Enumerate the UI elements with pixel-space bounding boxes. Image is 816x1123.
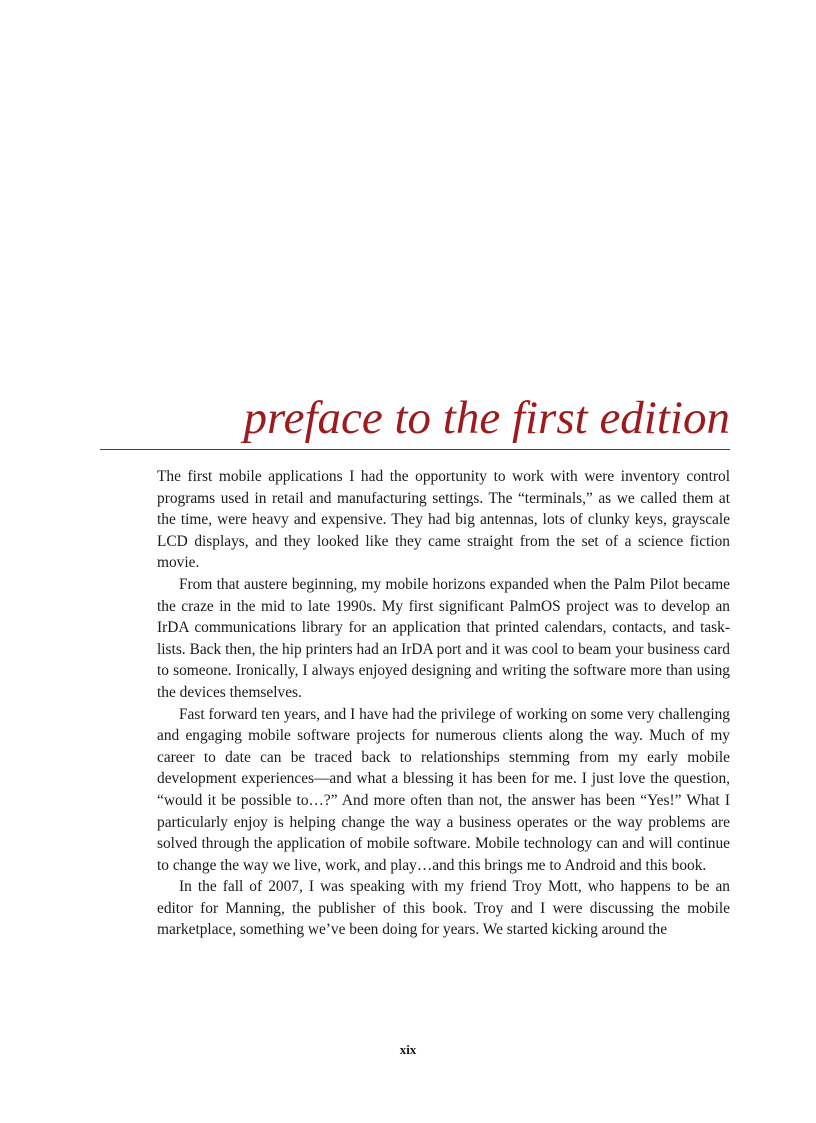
paragraph-2: From that austere beginning, my mobile horizons expanded when the Palm Pilot became the craze in the mid to late 1990s. My first significant PalmOS project was to develop an IrDA communications library for an application that printed calendars, contacts, and task-lists. Back then, the hip printers had an IrDA port and it was cool to beam your business card to someone. Ironically, I always enjoyed designing and writing the software more than using the devices themselves. — [157, 575, 730, 701]
paragraph-3: Fast forward ten years, and I have had the privilege of working on some very challenging and engaging mobile software projects for numerous clients along the way. Much of my career to date can be traced back to relationships stemming from my early mobile development experiences—and what a blessing it has been for me. I just love the question, “would it be possible to…?” And more often than not, the answer has been “Yes!” What I particularly enjoy is helping change the way a business operates or the way problems are solved through the application of mobile software. Mobile technology can and will continue to change the way we live, work, and play…and this brings me to Android and this book. — [157, 705, 730, 874]
page-number: xix — [399, 1042, 417, 1057]
chapter-title: preface to the first edition — [243, 392, 730, 444]
paragraph-4: In the fall of 2007, I was speaking with my friend Troy Mott, who happens to be an editor for Manning, the publisher of this book. Troy and I were discussing the mobile marketplace, something we’ve been doing for years. We started kicking around the — [157, 878, 730, 939]
paragraph-1: The first mobile applications I had the opportunity to work with were inventory control programs used in retail and manufacturing settings. The “terminals,” as we called them at the time, were heavy and expensive. They had big antennas, lots of clunky keys, grayscale LCD displays, and they looked like they came straight from the set of a science fiction movie. — [157, 468, 730, 572]
body-text — [157, 466, 730, 941]
title-rule — [100, 449, 730, 450]
